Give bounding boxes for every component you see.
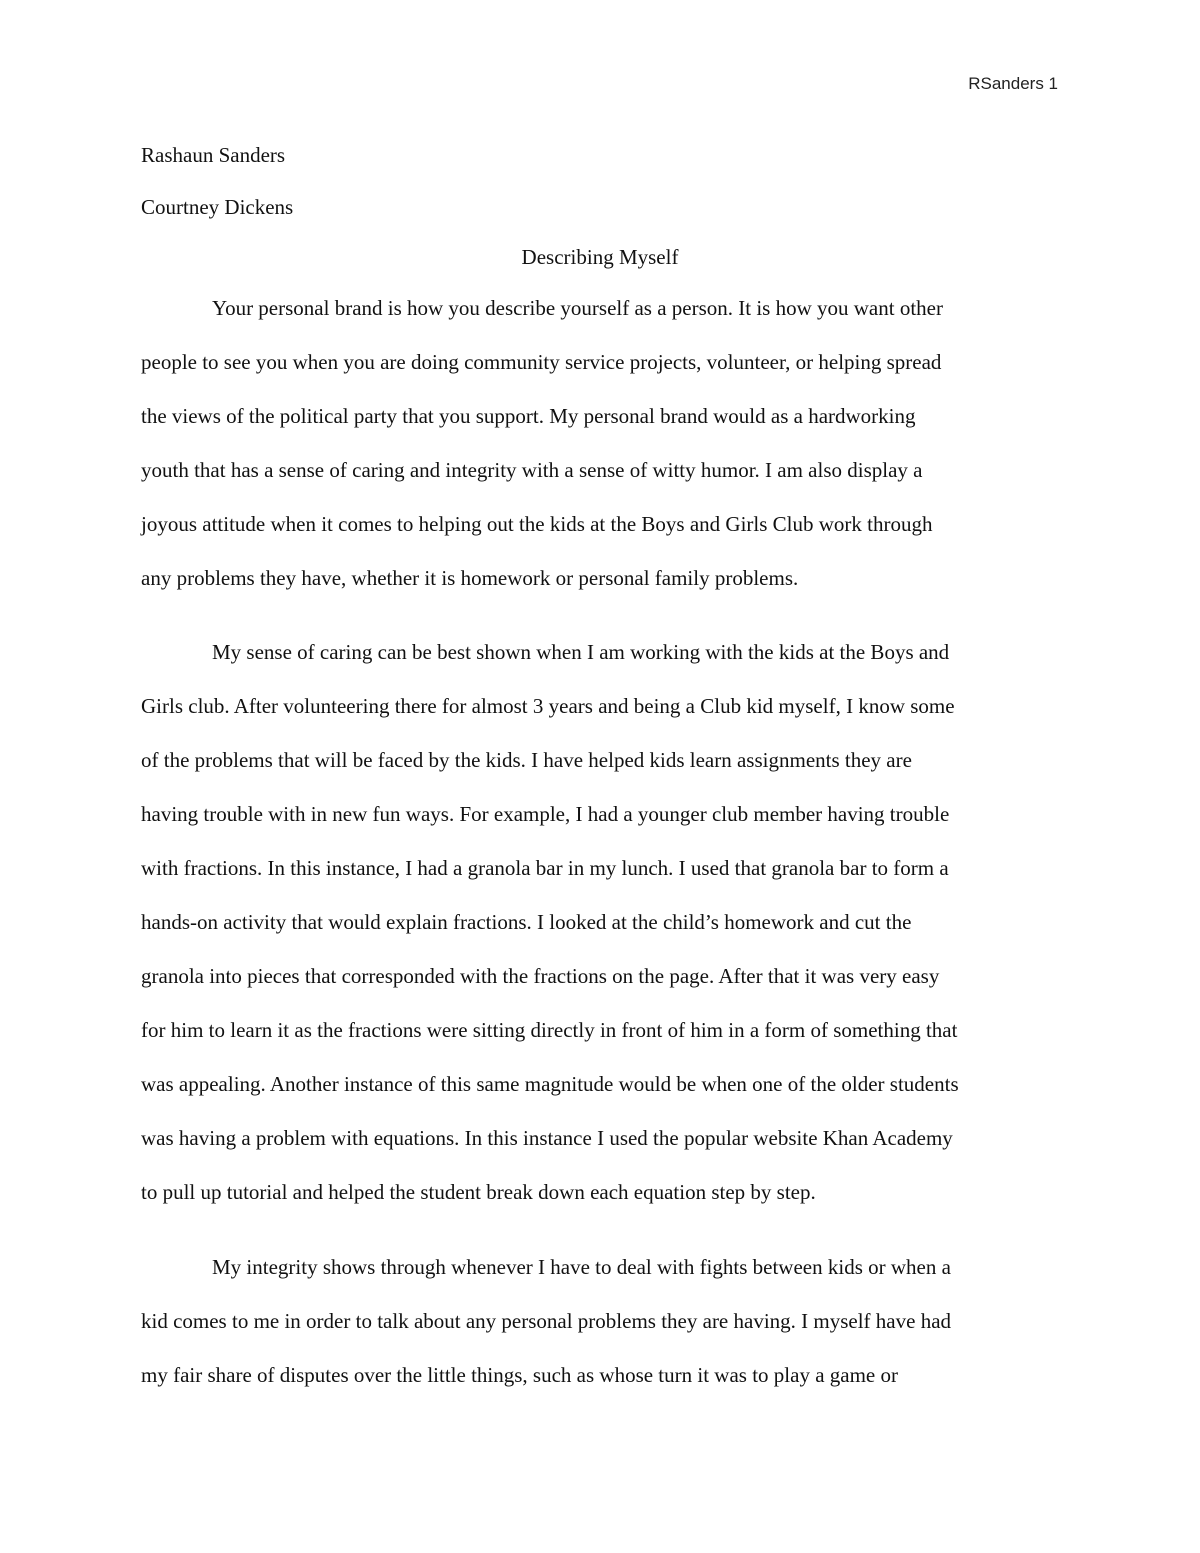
paragraph-2-line: granola into pieces that corresponded with the fractions on the page. After that it was very easy bbox=[141, 964, 940, 988]
paragraph-1-line: joyous attitude when it comes to helping out the kids at the Boys and Girls Club work through bbox=[141, 512, 933, 536]
paragraph-1-line: the views of the political party that you support. My personal brand would as a hardworking bbox=[141, 404, 916, 428]
paragraph-1-line: Your personal brand is how you describe yourself as a person. It is how you want other bbox=[212, 296, 943, 320]
running-header: RSanders 1 bbox=[968, 74, 1058, 93]
paragraph-2-line: of the problems that will be faced by the kids. I have helped kids learn assignments they are bbox=[141, 748, 912, 772]
paragraph-1-line: any problems they have, whether it is homework or personal family problems. bbox=[141, 566, 799, 590]
paragraph-2-line: having trouble with in new fun ways. For example, I had a younger club member having trouble bbox=[141, 802, 950, 826]
paragraph-1-line: people to see you when you are doing community service projects, volunteer, or helping spread bbox=[141, 350, 942, 374]
paragraph-2-line: My sense of caring can be best shown when I am working with the kids at the Boys and bbox=[212, 640, 950, 664]
paragraph-2-line: hands-on activity that would explain fractions. I looked at the child’s homework and cut the bbox=[141, 910, 912, 934]
paragraph-1-line: youth that has a sense of caring and integrity with a sense of witty humor. I am also display a bbox=[141, 458, 923, 482]
paragraph-3-line: My integrity shows through whenever I have to deal with fights between kids or when a bbox=[212, 1255, 951, 1279]
author-name: Rashaun Sanders bbox=[141, 143, 286, 167]
paragraph-3-line: my fair share of disputes over the little things, such as whose turn it was to play a game or bbox=[141, 1363, 898, 1387]
paragraph-3-line: kid comes to me in order to talk about any personal problems they are having. I myself have had bbox=[141, 1309, 952, 1333]
paragraph-2-line: was appealing. Another instance of this same magnitude would be when one of the older students bbox=[141, 1072, 959, 1096]
paragraph-2-line: for him to learn it as the fractions were sitting directly in front of him in a form of something that bbox=[141, 1018, 958, 1042]
essay-title: Describing Myself bbox=[521, 245, 679, 269]
instructor-name: Courtney Dickens bbox=[141, 195, 294, 219]
paragraph-2-line: with fractions. In this instance, I had a granola bar in my lunch. I used that granola bar to form a bbox=[141, 856, 949, 880]
paragraph-2-line: Girls club. After volunteering there for almost 3 years and being a Club kid myself, I know some bbox=[141, 694, 955, 718]
paragraph-2-line: to pull up tutorial and helped the student break down each equation step by step. bbox=[141, 1180, 816, 1204]
paragraph-2-line: was having a problem with equations. In this instance I used the popular website Khan Academy bbox=[141, 1126, 953, 1150]
